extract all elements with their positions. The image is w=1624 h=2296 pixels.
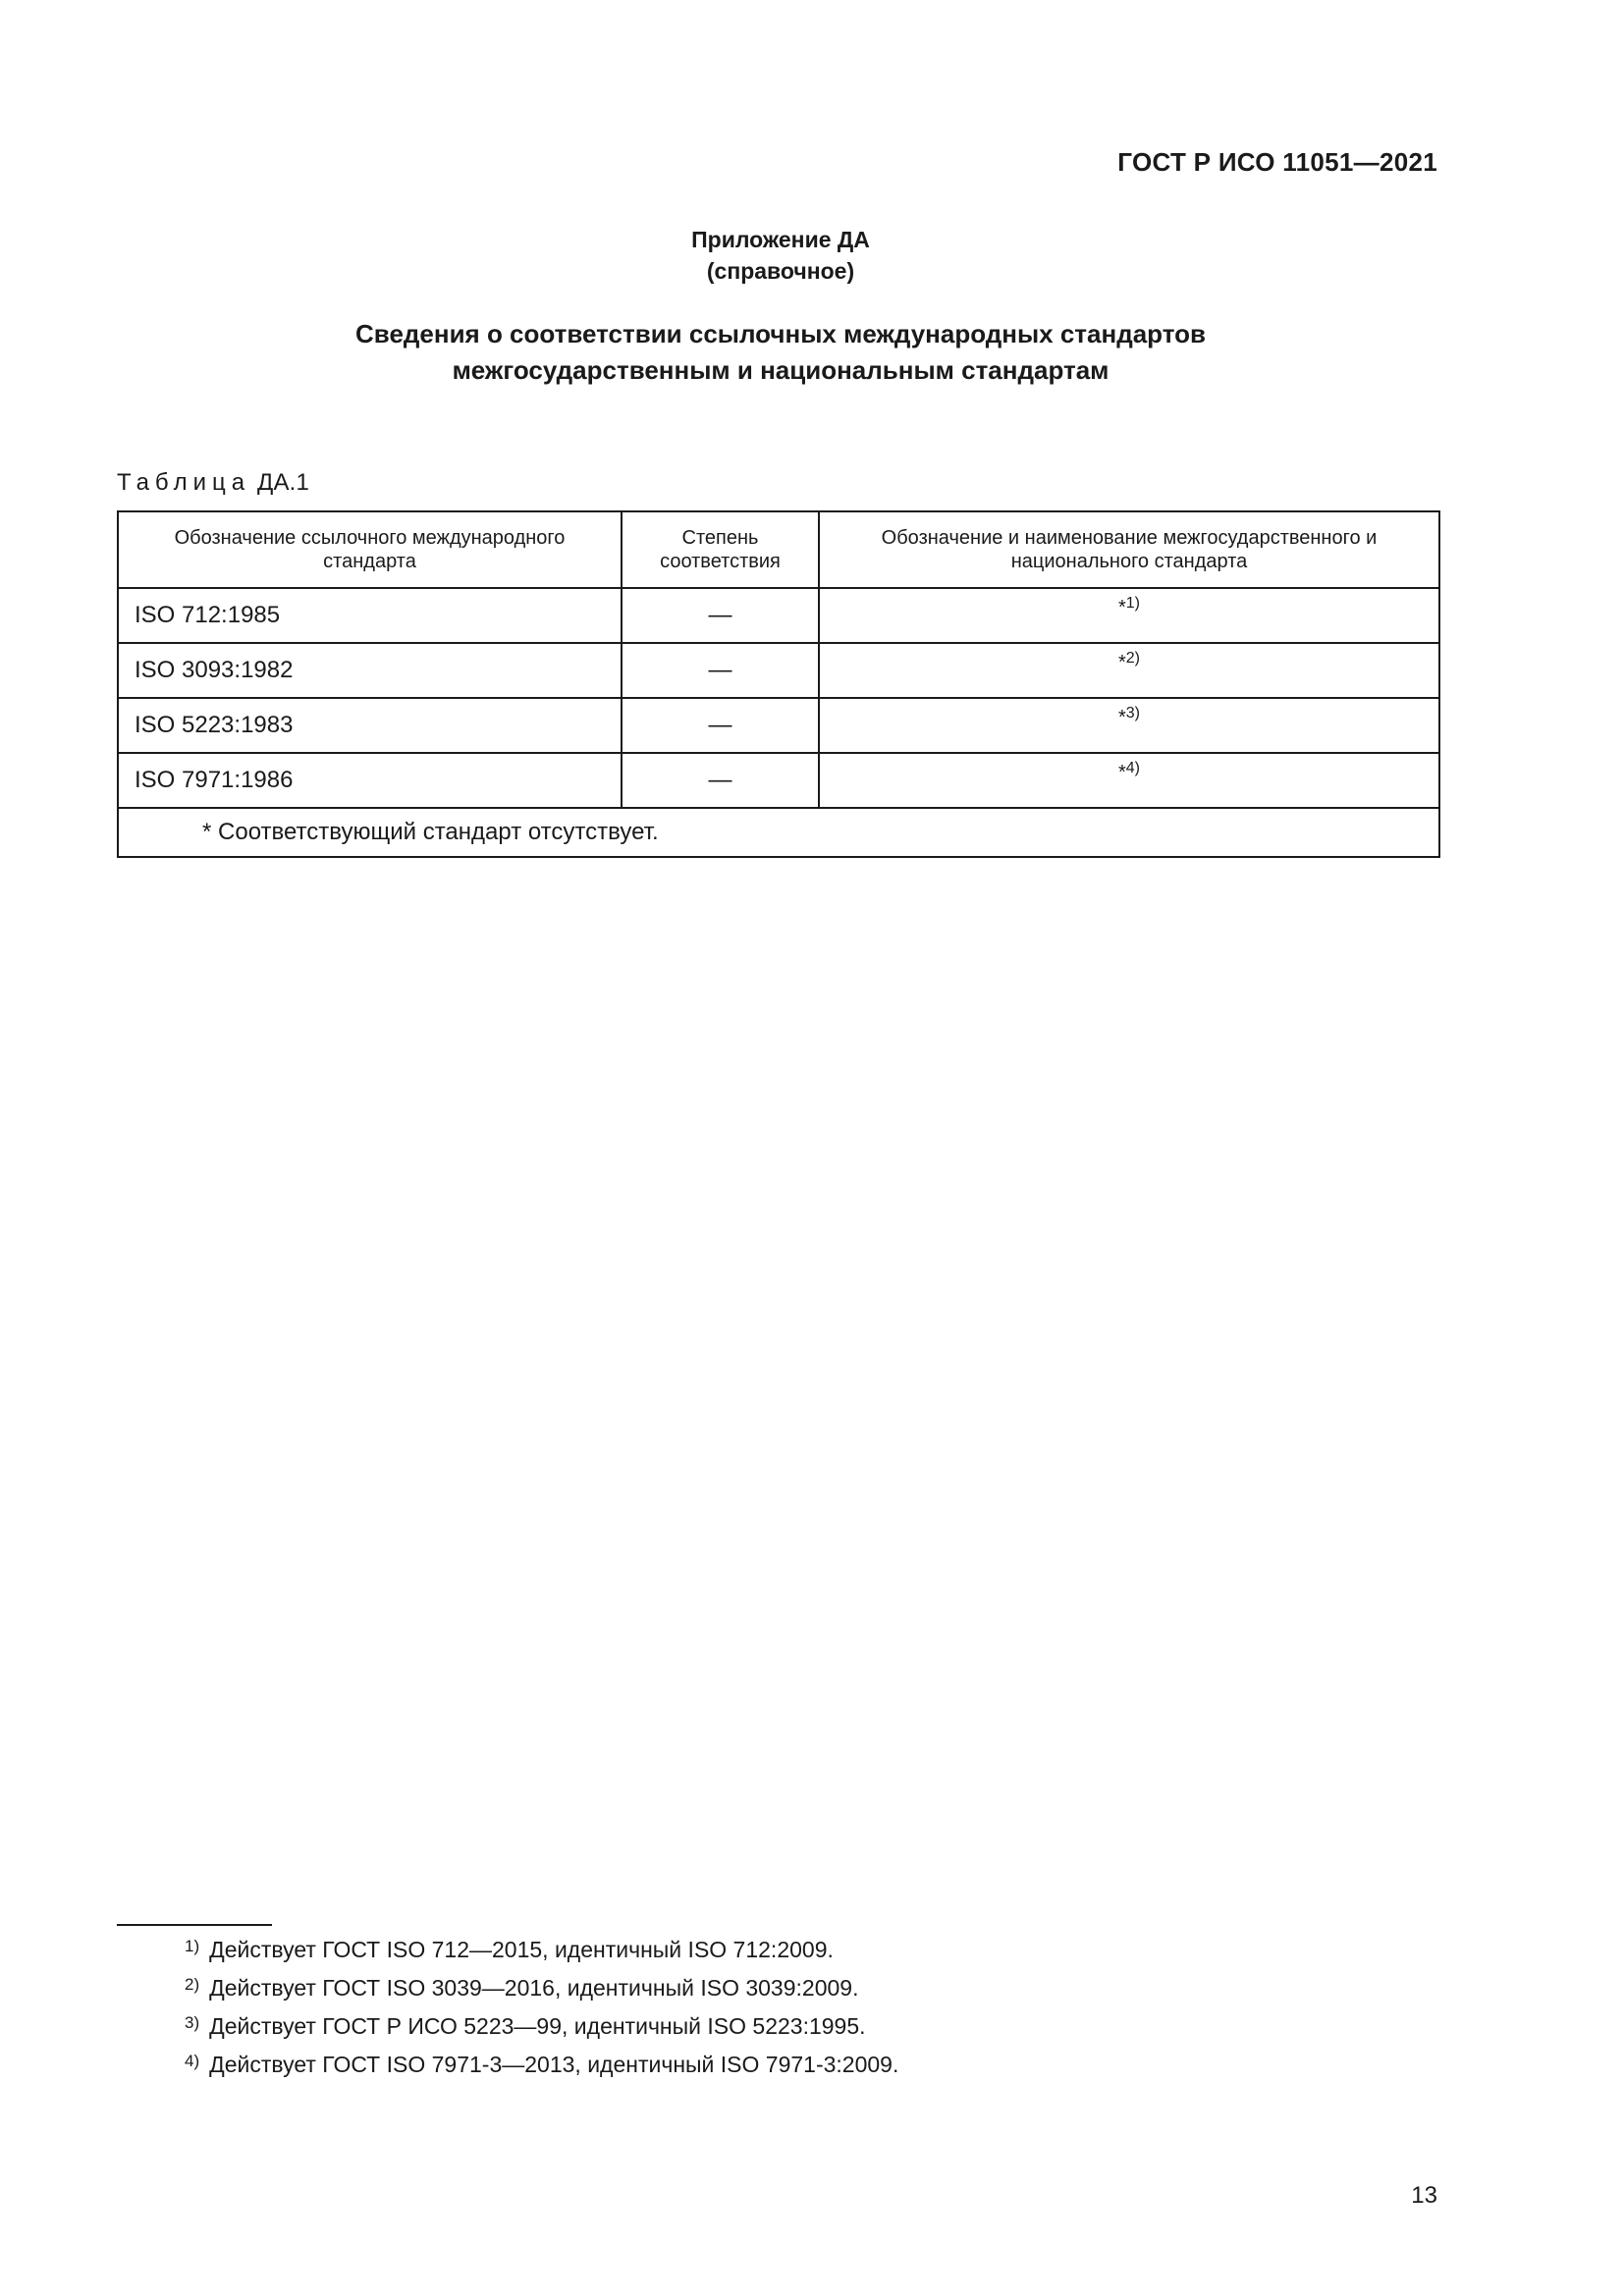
footnote-text: Действует ГОСТ Р ИСО 5223—99, идентичный ISO 5223:1995.	[209, 2013, 866, 2039]
cell-degree: —	[622, 698, 819, 753]
footnote-ref: 4)	[1125, 760, 1141, 776]
annex-title-block	[0, 224, 1561, 287]
annex-title: Приложение ДА	[691, 227, 870, 252]
cell-iso: ISO 3093:1982	[118, 643, 622, 698]
cell-iso: ISO 7971:1986	[118, 753, 622, 808]
cell-national-mark: *	[1117, 707, 1126, 728]
table-caption	[117, 469, 309, 497]
cell-degree: —	[622, 753, 819, 808]
footnote-mark: 1)	[185, 1937, 200, 1955]
footnote-mark: 4)	[185, 2052, 200, 2070]
footnote-text: Действует ГОСТ ISO 3039—2016, идентичный ISO 3039:2009.	[209, 1975, 859, 2001]
cell-iso: ISO 712:1985	[118, 588, 622, 643]
cell-national-mark: *	[1117, 597, 1126, 618]
footnote	[185, 1932, 898, 1970]
column-header-iso: Обозначение ссылочного международного стандарта	[118, 511, 622, 588]
annex-heading	[0, 316, 1561, 389]
cell-national-mark: *	[1117, 652, 1126, 673]
footnote	[185, 2008, 898, 2047]
footnote	[185, 2047, 898, 2085]
footnote-text: Действует ГОСТ ISO 7971-3—2013, идентичный ISO 7971-3:2009.	[209, 2052, 899, 2077]
cell-national	[819, 588, 1439, 643]
cell-national	[819, 753, 1439, 808]
cell-national	[819, 643, 1439, 698]
footnote-mark: 3)	[185, 2013, 200, 2032]
cell-degree: —	[622, 588, 819, 643]
cell-national	[819, 698, 1439, 753]
footnote-ref: 3)	[1125, 705, 1141, 721]
footnote	[185, 1970, 898, 2008]
annex-heading-line-2: межгосударственным и национальным стандартам	[452, 355, 1110, 385]
footnote-ref: 2)	[1125, 650, 1141, 667]
footnotes	[185, 1932, 898, 2085]
annex-status: (справочное)	[706, 258, 855, 284]
correspondence-table	[117, 510, 1440, 858]
footnote-ref: 1)	[1125, 595, 1141, 612]
page-number: 13	[1411, 2182, 1437, 2209]
cell-national-mark: *	[1117, 762, 1126, 783]
document-code: ГОСТ Р ИСО 11051—2021	[1117, 147, 1437, 177]
table-header-row	[118, 511, 1439, 588]
table-caption-number: ДА.1	[256, 469, 310, 496]
table-note: * Соответствующий стандарт отсутствует.	[118, 808, 1439, 857]
table-row	[118, 588, 1439, 643]
table-caption-word: Таблица	[117, 469, 251, 496]
table-row	[118, 698, 1439, 753]
cell-degree: —	[622, 643, 819, 698]
column-header-national: Обозначение и наименование межгосударственного и национального стандарта	[819, 511, 1439, 588]
table-row	[118, 753, 1439, 808]
cell-iso: ISO 5223:1983	[118, 698, 622, 753]
table-row	[118, 643, 1439, 698]
footnote-text: Действует ГОСТ ISO 712—2015, идентичный ISO 712:2009.	[209, 1937, 834, 1962]
footnote-mark: 2)	[185, 1975, 200, 1994]
table-note-row	[118, 808, 1439, 857]
footnote-separator	[117, 1924, 272, 1926]
annex-heading-line-1: Сведения о соответствии ссылочных международных стандартов	[355, 319, 1206, 348]
column-header-degree: Степень соответствия	[622, 511, 819, 588]
